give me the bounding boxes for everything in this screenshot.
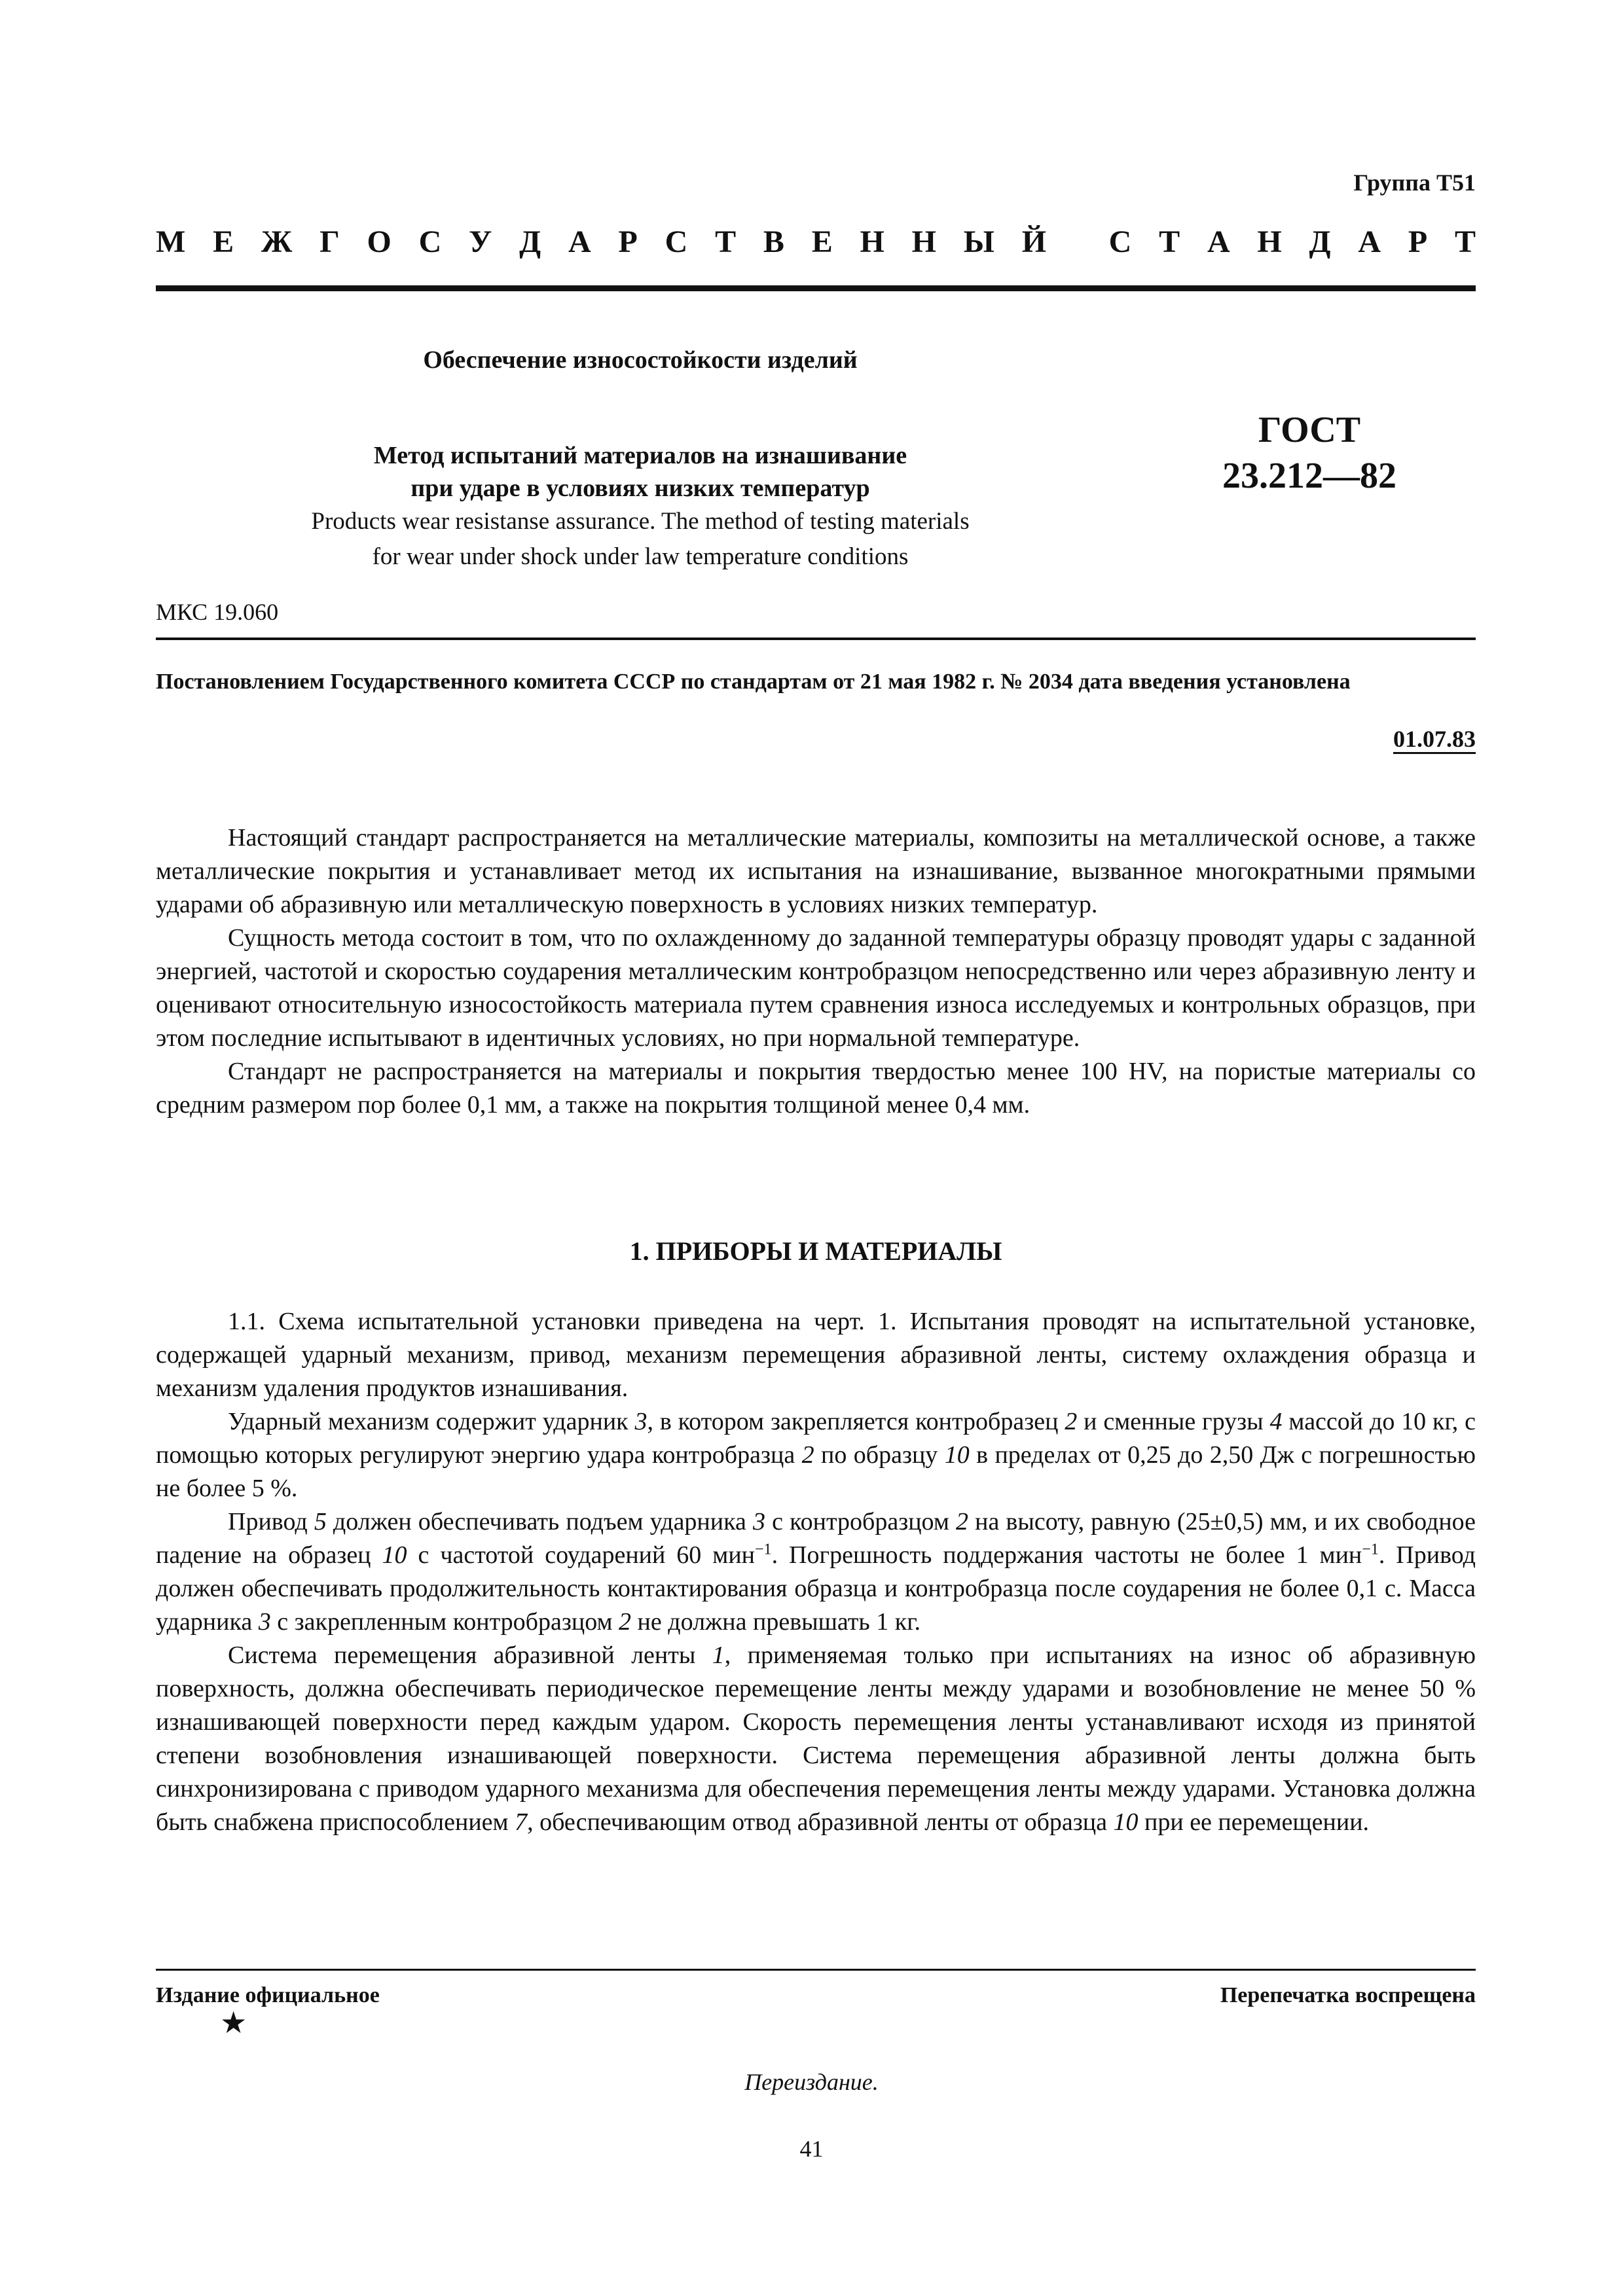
intro-paragraph-3: Стандарт не распространяется на материалы и покрытия твердостью менее 100 HV, на пористые материалы со средним размером пор более 0,1 мм, а также на покрытия толщиной менее 0,4 мм. [156,1058,1476,1119]
gost-number: 23.212—82 [1222,456,1396,496]
mks-code: МКС 19.060 [156,599,279,625]
official-edition-label: Издание официальное [156,1983,380,2007]
page-number: 41 [799,2136,824,2162]
decree-text: Постановлением Государственного комитета СССР по стандартам от 21 мая 1982 г. № 2034 дата введения установлена [156,670,1351,694]
banner-letter: А [568,224,591,259]
banner-letter: А [1207,224,1230,259]
banner-letter: С [1108,224,1132,259]
group-code: Группа Т51 [1353,170,1476,196]
banner-letter: В [763,224,784,259]
banner-letter: Г [319,224,340,259]
gost-label: ГОСТ [1258,410,1361,450]
section-1-paragraph-4: Система перемещения абразивной ленты 1, применяемая только при испытаниях на износ об абразивную поверхность, должна обеспечивать периодическое перемещение ленты между ударами и возобновление не менее 50 % изнашивающей поверхности перед каждым ударом. Скорость перемещения ленты устанавливают исходя из принятой степени возобновления изнашивающей поверхности. Система перемещения абразивной ленты должна быть синхронизирована с приводом ударного механизма для обеспечения перемещения ленты между ударами. Установка должна быть снабжена приспособлением 7, обеспечивающим отвод абразивной ленты от образца 10 при ее перемещении. [156,1641,1476,1836]
banner-letter: Ж [261,224,293,259]
mks-divider [156,637,1476,640]
intro-section [156,821,1476,1122]
title-line-2: при ударе в условиях низких температур [410,475,870,502]
footer-divider [156,1969,1476,1971]
banner-letter: Д [1309,224,1331,259]
banner-letter: Т [1159,224,1180,259]
banner-letter [1074,224,1082,260]
banner-letter: Р [618,224,638,259]
star-icon: ★ [220,2006,247,2039]
standard-banner [156,224,1476,260]
banner-letter: М [156,224,186,259]
title-general: Обеспечение износостойкости изделий [423,346,858,374]
banner-letter: О [367,224,392,259]
banner-letter: Н [1257,224,1282,259]
banner-letter: У [469,224,492,259]
banner-letter: Т [1454,224,1476,259]
banner-letter: Н [860,224,884,259]
banner-letter: Е [811,224,833,259]
title-line-1: Метод испытаний материалов на изнашивание [373,442,907,469]
section-1-paragraph-3: Привод 5 должен обеспечивать подъем ударника 3 с контробразцом 2 на высоту, равную (25±0,5) мм, и их свободное падение на образец 10 с частотой соударений 60 мин$^{-1}$. Погрешность поддержания частоты не более 1 мин$^{-1}$. Привод должен обеспечивать продолжительность контактирования образца и контробразца после соударения не более 0,1 с. Масса ударника 3 с закрепленным контробразцом 2 не должна превышать 1 кг. [156,1508,1476,1636]
banner-letter: Т [715,224,737,259]
banner-letter: А [1358,224,1381,259]
banner-letter: Н [911,224,936,259]
intro-paragraph-2: Сущность метода состоит в том, что по охлажденному до заданной температуры образцу проводят удары с заданной энергией, частотой и скоростью соударения металлическим контробразцом непосредственно или через абразивную ленту и оценивают относительную износостойкость материала путем сравнения износа исследуемых и контрольных образцов, при этом последние испытывают в идентичных условиях, но при нормальной температуре. [156,924,1476,1052]
title-block [156,344,1125,505]
banner-letter: Й [1021,224,1047,259]
section-1-body [156,1305,1476,1839]
section-1-heading: 1. ПРИБОРЫ И МАТЕРИАЛЫ [629,1236,1002,1266]
section-1-paragraph-2: Ударный механизм содержит ударник 3, в котором закрепляется контробразец 2 и сменные грузы 4 массой до 10 кг, с помощью которых регулируют энергию удара контробразца 2 по образцу 10 в пределах от 0,25 до 2,50 Дж с погрешностью не более 5 %. [156,1408,1476,1502]
banner-letter: Д [519,224,541,259]
english-title [156,504,1125,575]
english-title-line-1: Products wear resistanse assurance. The method of testing materials [311,508,970,535]
header-divider [156,285,1476,291]
reprint-prohibited-label: Перепечатка воспрещена [1220,1983,1476,2007]
banner-letter: Р [1408,224,1428,259]
banner-letter: С [418,224,442,259]
reissue-note: Переиздание. [744,2069,879,2095]
section-1-paragraph-1: 1.1. Схема испытательной установки приведена на черт. 1. Испытания проводят на испытательной установке, содержащей ударный механизм, привод, механизм перемещения абразивной ленты, систему охлаждения образца и механизм удаления продуктов изнашивания. [156,1308,1476,1402]
gost-designation [1172,407,1447,499]
banner-letter: Ы [963,224,994,259]
banner-letter: Е [213,224,234,259]
effective-date: 01.07.83 [1393,726,1476,752]
banner-letter: С [665,224,688,259]
english-title-line-2: for wear under shock under law temperature conditions [372,543,909,570]
intro-paragraph-1: Настоящий стандарт распространяется на металлические материалы, композиты на металлической основе, а также металлические покрытия и устанавливает метод их испытания на изнашивание, вызванное многократными прямыми ударами об абразивную или металлическую поверхность в условиях низких температур. [156,824,1476,918]
